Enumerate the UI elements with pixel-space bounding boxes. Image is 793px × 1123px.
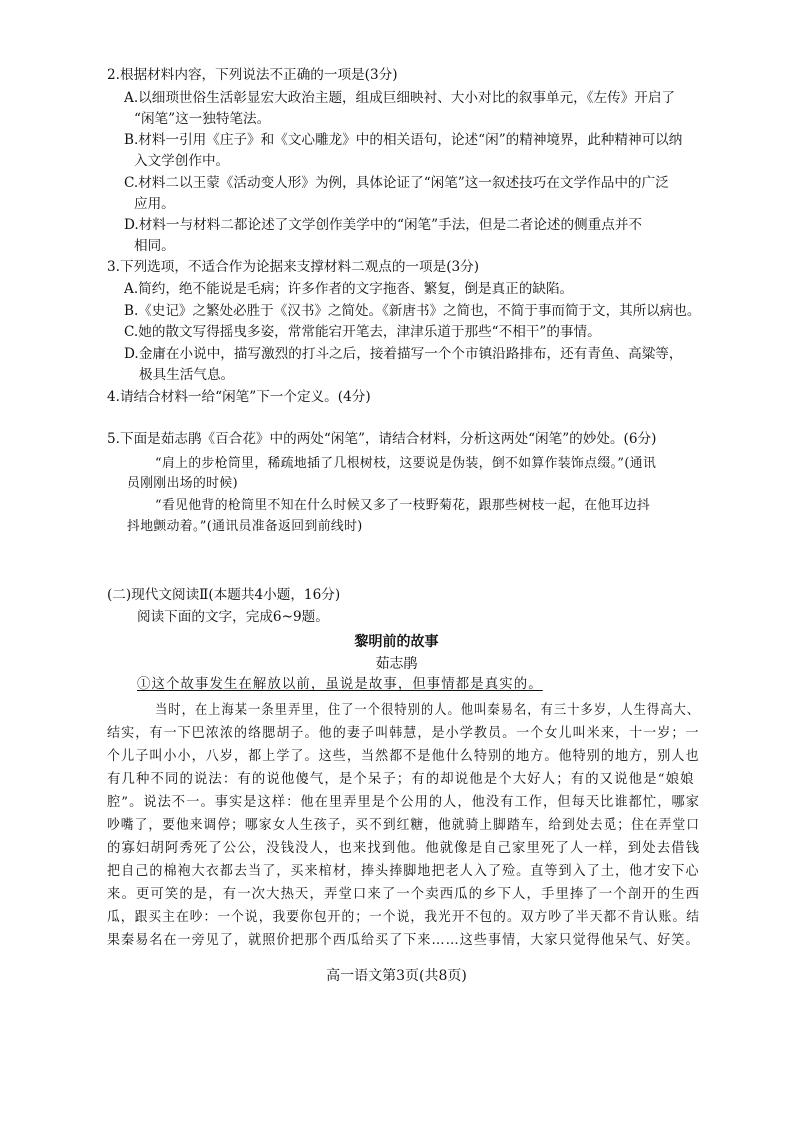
q2-option-d: D.材料一与材料二都论述了文学创作美学中的“闲笔”手法，但是二者论述的侧重点并不 xyxy=(124,217,643,233)
story-line-8: 把自己的棉袍大衣都去当了，买来棺材，捧头捧脚地把老人入了殓。直等到入了土，他才安下心 xyxy=(107,864,700,879)
q2-option-a: A.以细琐世俗生活彰显宏大政治主题，组成巨细映衬、大小对比的叙事单元，《左传》开启了 xyxy=(124,90,676,106)
page-footer: 高一语文第3页(共8页) xyxy=(326,968,467,984)
q3-option-d: D.金庸在小说中，描写激烈的打斗之后，接着描写一个个市镇沿路排布，还有青鱼、高粱等， xyxy=(124,346,683,362)
q4-stem: 4.请结合材料一给“闲笔”下一个定义。(4分) xyxy=(107,389,371,405)
q5-quote-2: “看见他背的枪筒里不知在什么时候又多了一枝野菊花，跟那些树枝一起，在他耳边抖 xyxy=(155,498,651,513)
story-line-11: 果秦易名在一旁见了，就照价把那个西瓜给买了下来……这些事情，大家只觉得他呆气、好笑。 xyxy=(107,933,700,948)
story-line-4: 有几种不同的说法：有的说他傻气，是个呆子；有的却说他是个大好人；有的又说他是“娘娘 xyxy=(107,772,695,787)
q2-option-d-cont: 相同。 xyxy=(134,238,175,254)
section-instruction: 阅读下面的文字，完成6~9题。 xyxy=(137,609,329,625)
story-title: 黎明前的故事 xyxy=(354,634,439,650)
story-line-10: 瓜，跟买主在吵：一个说，我要你包开的；一个说，我光开不包的。双方吵了半天都不肯认账。结 xyxy=(107,910,701,925)
story-intro xyxy=(137,676,543,694)
q5-quote-1-cont: 员刚刚出场的时候) xyxy=(127,476,238,491)
story-line-2: 结实，有一下巴浓浓的络腮胡子。他的妻子叫韩慧，是小学教员。一个女儿叫米来，十一岁；一 xyxy=(107,726,700,741)
story-line-7: 的寡妇胡阿秀死了公公，没钱没人，也来找到他。他就像是自己家里死了人一样，到处去借钱 xyxy=(107,841,701,856)
story-intro-text: ①这个故事发生在解放以前，虽说是故事，但事情都是真实的。 xyxy=(137,677,543,692)
q3-option-c: C.她的散文写得摇曳多姿，常常能宕开笔去，津津乐道于那些“不相干”的事情。 xyxy=(124,324,601,340)
q2-option-b-cont: 入文学创作中。 xyxy=(134,153,230,169)
q2-option-b: B.材料一引用《庄子》和《文心雕龙》中的相关语句，论述“闲”的精神境界，此种精神可以纳 xyxy=(124,132,683,148)
q3-stem: 3.下列选项，不适合作为论据来支撑材料二观点的一项是(3分) xyxy=(107,259,480,275)
q2-option-c-cont: 应用。 xyxy=(134,196,175,212)
q3-option-b: B.《史记》之繁处必胜于《汉书》之简处。《新唐书》之简也，不简于事而简于文，其所以病也。 xyxy=(124,303,701,319)
section-heading: (二)现代文阅读Ⅱ(本题共4小题，16分) xyxy=(107,587,341,603)
q5-stem: 5.下面是茹志鹃《百合花》中的两处“闲笔”，请结合材料，分析这两处“闲笔”的妙处。(6分) xyxy=(107,431,657,447)
q3-option-a: A.简约，绝不能说是毛病；许多作者的文字拖沓、繁复，倒是真正的缺陷。 xyxy=(124,281,574,297)
story-line-9: 来。更可笑的是，有一次大热天，弄堂口来了一个卖西瓜的乡下人，手里捧了一个剖开的生西 xyxy=(107,887,701,902)
q2-stem: 2.根据材料内容，下列说法不正确的一项是(3分) xyxy=(107,67,398,83)
q3-option-d-cont: 极具生活气息。 xyxy=(139,367,235,383)
story-line-3: 个儿子叫小小，八岁，都上学了。这些，当然都不是他什么特别的地方。他特别的地方，别人也 xyxy=(107,749,700,764)
q5-quote-2-cont: 抖地颤动着。”(通讯员准备返回到前线时) xyxy=(127,519,363,534)
story-line-6: 吵嘴了，要他来调停；哪家女人生孩子，买不到红糖，他就骑上脚踏车，给到处去觅；住在弄堂口 xyxy=(107,818,701,833)
q5-quote-1: “肩上的步枪筒里，稀疏地插了几根树枝，这要说是伪装，倒不如算作装饰点缀。”(通讯 xyxy=(155,456,657,471)
q2-option-a-cont: “闲笔”这一独特笔法。 xyxy=(134,111,271,127)
story-line-1: 当时，在上海某一条里弄里，住了一个很特别的人。他叫秦易名，有三十多岁，人生得高大、 xyxy=(155,703,701,718)
q2-option-c: C.材料二以王蒙《活动变人形》为例，具体论证了“闲笔”这一叙述技巧在文学作品中的广泛 xyxy=(124,175,669,191)
story-line-5: 腔”。说法不一。事实是这样：他在里弄里是个公用的人，他没有工作，但每天比谁都忙，哪家 xyxy=(107,795,701,810)
story-author: 茹志鹃 xyxy=(375,656,418,672)
